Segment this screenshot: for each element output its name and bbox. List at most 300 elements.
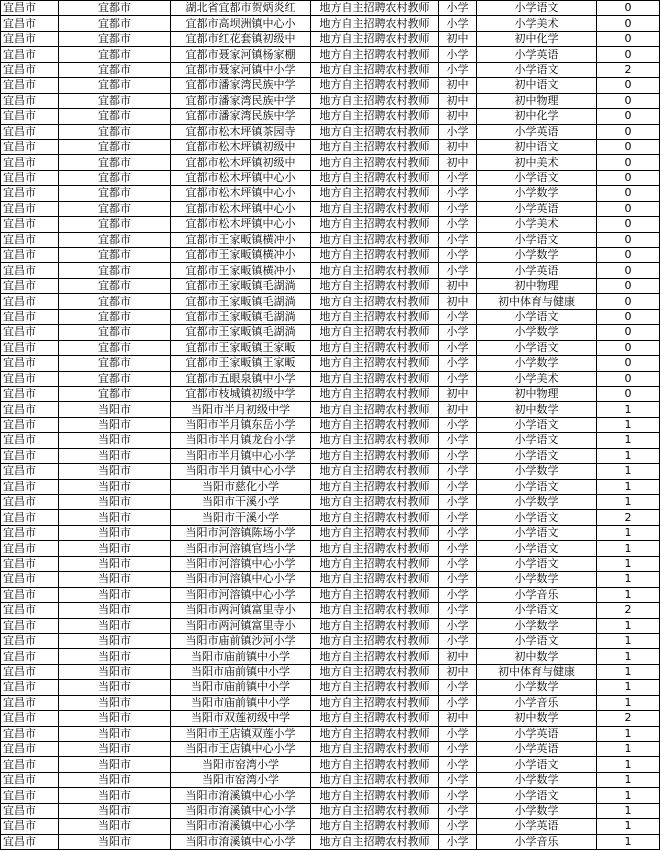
school-cell: 当阳市双莲初级中学 bbox=[171, 711, 311, 726]
city-cell: 宜昌市 bbox=[1, 47, 59, 62]
county-cell: 当阳市 bbox=[59, 726, 171, 741]
post-type-cell: 地方自主招聘农村教师 bbox=[311, 16, 439, 31]
count-cell: 1 bbox=[597, 587, 660, 602]
table-row bbox=[1, 819, 660, 834]
level-cell: 小学 bbox=[439, 217, 477, 232]
table-row bbox=[1, 109, 660, 124]
count-cell: 1 bbox=[597, 757, 660, 772]
subject-cell: 小学数学 bbox=[477, 186, 597, 201]
school-cell: 宜都市王家畈镇毛湖淌 bbox=[171, 278, 311, 293]
subject-cell: 小学数学 bbox=[477, 572, 597, 587]
table-row bbox=[1, 587, 660, 602]
level-cell: 小学 bbox=[439, 464, 477, 479]
level-cell: 初中 bbox=[439, 139, 477, 154]
subject-cell: 小学语文 bbox=[477, 309, 597, 324]
school-cell: 宜都市聂家河镇中小学 bbox=[171, 62, 311, 77]
city-cell: 宜昌市 bbox=[1, 62, 59, 77]
school-cell: 当阳市淯溪镇中心小学 bbox=[171, 788, 311, 803]
level-cell: 小学 bbox=[439, 263, 477, 278]
city-cell: 宜昌市 bbox=[1, 201, 59, 216]
post-type-cell: 地方自主招聘农村教师 bbox=[311, 803, 439, 818]
table-row bbox=[1, 742, 660, 757]
post-type-cell: 地方自主招聘农村教师 bbox=[311, 479, 439, 494]
county-cell: 宜都市 bbox=[59, 155, 171, 170]
county-cell: 当阳市 bbox=[59, 618, 171, 633]
level-cell: 小学 bbox=[439, 371, 477, 386]
count-cell: 0 bbox=[597, 1, 660, 16]
post-type-cell: 地方自主招聘农村教师 bbox=[311, 711, 439, 726]
city-cell: 宜昌市 bbox=[1, 603, 59, 618]
post-type-cell: 地方自主招聘农村教师 bbox=[311, 340, 439, 355]
county-cell: 宜都市 bbox=[59, 217, 171, 232]
subject-cell: 小学数学 bbox=[477, 356, 597, 371]
level-cell: 小学 bbox=[439, 340, 477, 355]
city-cell: 宜昌市 bbox=[1, 109, 59, 124]
post-type-cell: 地方自主招聘农村教师 bbox=[311, 649, 439, 664]
table-row bbox=[1, 16, 660, 31]
table-row bbox=[1, 325, 660, 340]
post-type-cell: 地方自主招聘农村教师 bbox=[311, 294, 439, 309]
table-row bbox=[1, 155, 660, 170]
table-row bbox=[1, 834, 660, 849]
school-cell: 宜都市松木坪镇初级中 bbox=[171, 155, 311, 170]
county-cell: 当阳市 bbox=[59, 479, 171, 494]
subject-cell: 小学语文 bbox=[477, 541, 597, 556]
count-cell: 1 bbox=[597, 541, 660, 556]
county-cell: 当阳市 bbox=[59, 433, 171, 448]
school-cell: 当阳市半月镇龙台小学 bbox=[171, 433, 311, 448]
school-cell: 宜都市聂家河镇杨家棚 bbox=[171, 47, 311, 62]
post-type-cell: 地方自主招聘农村教师 bbox=[311, 464, 439, 479]
level-cell: 初中 bbox=[439, 93, 477, 108]
post-type-cell: 地方自主招聘农村教师 bbox=[311, 47, 439, 62]
school-cell: 当阳市窑湾小学 bbox=[171, 772, 311, 787]
subject-cell: 小学语文 bbox=[477, 1, 597, 16]
post-type-cell: 地方自主招聘农村教师 bbox=[311, 510, 439, 525]
subject-cell: 小学音乐 bbox=[477, 695, 597, 710]
city-cell: 宜昌市 bbox=[1, 742, 59, 757]
school-cell: 当阳市河溶镇中心小学 bbox=[171, 587, 311, 602]
city-cell: 宜昌市 bbox=[1, 649, 59, 664]
city-cell: 宜昌市 bbox=[1, 788, 59, 803]
county-cell: 宜都市 bbox=[59, 170, 171, 185]
post-type-cell: 地方自主招聘农村教师 bbox=[311, 772, 439, 787]
school-cell: 宜都市潘家湾民族中学 bbox=[171, 93, 311, 108]
post-type-cell: 地方自主招聘农村教师 bbox=[311, 78, 439, 93]
count-cell: 0 bbox=[597, 109, 660, 124]
level-cell: 初中 bbox=[439, 109, 477, 124]
subject-cell: 小学语文 bbox=[477, 788, 597, 803]
school-cell: 宜都市红花套镇初级中 bbox=[171, 31, 311, 46]
post-type-cell: 地方自主招聘农村教师 bbox=[311, 62, 439, 77]
subject-cell: 小学语文 bbox=[477, 417, 597, 432]
city-cell: 宜昌市 bbox=[1, 680, 59, 695]
city-cell: 宜昌市 bbox=[1, 525, 59, 540]
city-cell: 宜昌市 bbox=[1, 541, 59, 556]
county-cell: 宜都市 bbox=[59, 31, 171, 46]
table-row bbox=[1, 572, 660, 587]
count-cell: 0 bbox=[597, 217, 660, 232]
school-cell: 宜都市王家畈镇毛湖淌 bbox=[171, 294, 311, 309]
city-cell: 宜昌市 bbox=[1, 340, 59, 355]
post-type-cell: 地方自主招聘农村教师 bbox=[311, 757, 439, 772]
table-row bbox=[1, 479, 660, 494]
school-cell: 宜都市松木坪镇中心小 bbox=[171, 201, 311, 216]
city-cell: 宜昌市 bbox=[1, 479, 59, 494]
school-cell: 宜都市潘家湾民族中学 bbox=[171, 78, 311, 93]
county-cell: 宜都市 bbox=[59, 232, 171, 247]
county-cell: 宜都市 bbox=[59, 340, 171, 355]
post-type-cell: 地方自主招聘农村教师 bbox=[311, 680, 439, 695]
count-cell: 0 bbox=[597, 139, 660, 154]
table-row bbox=[1, 263, 660, 278]
level-cell: 小学 bbox=[439, 16, 477, 31]
level-cell: 小学 bbox=[439, 525, 477, 540]
city-cell: 宜昌市 bbox=[1, 248, 59, 263]
subject-cell: 初中物理 bbox=[477, 386, 597, 401]
table-row bbox=[1, 356, 660, 371]
subject-cell: 小学数学 bbox=[477, 325, 597, 340]
count-cell: 1 bbox=[597, 664, 660, 679]
city-cell: 宜昌市 bbox=[1, 417, 59, 432]
county-cell: 宜都市 bbox=[59, 263, 171, 278]
school-cell: 宜都市松木坪镇中心小 bbox=[171, 217, 311, 232]
table-row bbox=[1, 78, 660, 93]
city-cell: 宜昌市 bbox=[1, 186, 59, 201]
level-cell: 小学 bbox=[439, 834, 477, 849]
school-cell: 当阳市半月初级中学 bbox=[171, 402, 311, 417]
city-cell: 宜昌市 bbox=[1, 386, 59, 401]
post-type-cell: 地方自主招聘农村教师 bbox=[311, 618, 439, 633]
table-row bbox=[1, 510, 660, 525]
table-row bbox=[1, 170, 660, 185]
subject-cell: 小学英语 bbox=[477, 819, 597, 834]
count-cell: 2 bbox=[597, 711, 660, 726]
post-type-cell: 地方自主招聘农村教师 bbox=[311, 356, 439, 371]
county-cell: 宜都市 bbox=[59, 47, 171, 62]
level-cell: 小学 bbox=[439, 587, 477, 602]
school-cell: 当阳市两河镇富里寺小 bbox=[171, 618, 311, 633]
table-row bbox=[1, 31, 660, 46]
city-cell: 宜昌市 bbox=[1, 772, 59, 787]
count-cell: 1 bbox=[597, 479, 660, 494]
city-cell: 宜昌市 bbox=[1, 309, 59, 324]
subject-cell: 小学音乐 bbox=[477, 587, 597, 602]
count-cell: 1 bbox=[597, 803, 660, 818]
count-cell: 1 bbox=[597, 649, 660, 664]
count-cell: 0 bbox=[597, 325, 660, 340]
subject-cell: 小学美术 bbox=[477, 371, 597, 386]
subject-cell: 小学数学 bbox=[477, 464, 597, 479]
school-cell: 当阳市慈化小学 bbox=[171, 479, 311, 494]
table-row bbox=[1, 495, 660, 510]
subject-cell: 小学美术 bbox=[477, 16, 597, 31]
level-cell: 初中 bbox=[439, 78, 477, 93]
school-cell: 宜都市潘家湾民族中学 bbox=[171, 109, 311, 124]
city-cell: 宜昌市 bbox=[1, 16, 59, 31]
city-cell: 宜昌市 bbox=[1, 757, 59, 772]
county-cell: 当阳市 bbox=[59, 664, 171, 679]
county-cell: 当阳市 bbox=[59, 633, 171, 648]
table-row bbox=[1, 62, 660, 77]
count-cell: 0 bbox=[597, 232, 660, 247]
count-cell: 0 bbox=[597, 386, 660, 401]
level-cell: 小学 bbox=[439, 248, 477, 263]
subject-cell: 小学语文 bbox=[477, 510, 597, 525]
count-cell: 0 bbox=[597, 155, 660, 170]
level-cell: 小学 bbox=[439, 47, 477, 62]
subject-cell: 小学语文 bbox=[477, 556, 597, 571]
subject-cell: 小学语文 bbox=[477, 633, 597, 648]
post-type-cell: 地方自主招聘农村教师 bbox=[311, 742, 439, 757]
school-cell: 当阳市庙前镇中小学 bbox=[171, 695, 311, 710]
level-cell: 小学 bbox=[439, 695, 477, 710]
city-cell: 宜昌市 bbox=[1, 31, 59, 46]
county-cell: 当阳市 bbox=[59, 510, 171, 525]
table-row bbox=[1, 232, 660, 247]
table-row bbox=[1, 1, 660, 16]
table-row bbox=[1, 695, 660, 710]
county-cell: 宜都市 bbox=[59, 16, 171, 31]
level-cell: 初中 bbox=[439, 155, 477, 170]
post-type-cell: 地方自主招聘农村教师 bbox=[311, 541, 439, 556]
table-row bbox=[1, 711, 660, 726]
subject-cell: 小学英语 bbox=[477, 47, 597, 62]
post-type-cell: 地方自主招聘农村教师 bbox=[311, 633, 439, 648]
count-cell: 1 bbox=[597, 633, 660, 648]
county-cell: 当阳市 bbox=[59, 417, 171, 432]
post-type-cell: 地方自主招聘农村教师 bbox=[311, 155, 439, 170]
count-cell: 1 bbox=[597, 772, 660, 787]
post-type-cell: 地方自主招聘农村教师 bbox=[311, 572, 439, 587]
level-cell: 小学 bbox=[439, 495, 477, 510]
subject-cell: 小学语文 bbox=[477, 433, 597, 448]
county-cell: 当阳市 bbox=[59, 603, 171, 618]
post-type-cell: 地方自主招聘农村教师 bbox=[311, 664, 439, 679]
city-cell: 宜昌市 bbox=[1, 711, 59, 726]
county-cell: 宜都市 bbox=[59, 62, 171, 77]
county-cell: 当阳市 bbox=[59, 649, 171, 664]
count-cell: 1 bbox=[597, 495, 660, 510]
count-cell: 1 bbox=[597, 433, 660, 448]
city-cell: 宜昌市 bbox=[1, 587, 59, 602]
count-cell: 0 bbox=[597, 263, 660, 278]
table-row bbox=[1, 556, 660, 571]
table-row bbox=[1, 294, 660, 309]
count-cell: 0 bbox=[597, 248, 660, 263]
subject-cell: 小学语文 bbox=[477, 479, 597, 494]
county-cell: 宜都市 bbox=[59, 371, 171, 386]
subject-cell: 小学语文 bbox=[477, 340, 597, 355]
subject-cell: 小学英语 bbox=[477, 124, 597, 139]
table-row bbox=[1, 309, 660, 324]
post-type-cell: 地方自主招聘农村教师 bbox=[311, 819, 439, 834]
post-type-cell: 地方自主招聘农村教师 bbox=[311, 309, 439, 324]
table-row bbox=[1, 448, 660, 463]
level-cell: 小学 bbox=[439, 556, 477, 571]
post-type-cell: 地方自主招聘农村教师 bbox=[311, 1, 439, 16]
count-cell: 0 bbox=[597, 356, 660, 371]
post-type-cell: 地方自主招聘农村教师 bbox=[311, 525, 439, 540]
post-type-cell: 地方自主招聘农村教师 bbox=[311, 587, 439, 602]
school-cell: 当阳市河溶镇中心小学 bbox=[171, 572, 311, 587]
county-cell: 宜都市 bbox=[59, 386, 171, 401]
school-cell: 当阳市淯溪镇中心小学 bbox=[171, 803, 311, 818]
level-cell: 初中 bbox=[439, 386, 477, 401]
school-cell: 当阳市半月镇中心小学 bbox=[171, 448, 311, 463]
post-type-cell: 地方自主招聘农村教师 bbox=[311, 495, 439, 510]
level-cell: 小学 bbox=[439, 124, 477, 139]
subject-cell: 小学语文 bbox=[477, 448, 597, 463]
school-cell: 当阳市淯溪镇中心小学 bbox=[171, 834, 311, 849]
level-cell: 小学 bbox=[439, 510, 477, 525]
subject-cell: 小学英语 bbox=[477, 201, 597, 216]
subject-cell: 小学英语 bbox=[477, 263, 597, 278]
school-cell: 宜都市王家畈镇横冲小 bbox=[171, 248, 311, 263]
school-cell: 当阳市河溶镇陈场小学 bbox=[171, 525, 311, 540]
school-cell: 宜都市五眼泉镇中小学 bbox=[171, 371, 311, 386]
city-cell: 宜昌市 bbox=[1, 139, 59, 154]
count-cell: 1 bbox=[597, 618, 660, 633]
post-type-cell: 地方自主招聘农村教师 bbox=[311, 325, 439, 340]
count-cell: 0 bbox=[597, 340, 660, 355]
city-cell: 宜昌市 bbox=[1, 93, 59, 108]
subject-cell: 小学语文 bbox=[477, 757, 597, 772]
school-cell: 湖北省宜都市贺炳炎红 bbox=[171, 1, 311, 16]
table-row bbox=[1, 124, 660, 139]
post-type-cell: 地方自主招聘农村教师 bbox=[311, 139, 439, 154]
subject-cell: 初中体育与健康 bbox=[477, 664, 597, 679]
county-cell: 当阳市 bbox=[59, 448, 171, 463]
level-cell: 小学 bbox=[439, 541, 477, 556]
table-row bbox=[1, 371, 660, 386]
subject-cell: 小学数学 bbox=[477, 772, 597, 787]
post-type-cell: 地方自主招聘农村教师 bbox=[311, 788, 439, 803]
city-cell: 宜昌市 bbox=[1, 572, 59, 587]
table-row bbox=[1, 664, 660, 679]
city-cell: 宜昌市 bbox=[1, 633, 59, 648]
table-row bbox=[1, 186, 660, 201]
county-cell: 宜都市 bbox=[59, 186, 171, 201]
county-cell: 当阳市 bbox=[59, 541, 171, 556]
subject-cell: 初中数学 bbox=[477, 649, 597, 664]
county-cell: 当阳市 bbox=[59, 402, 171, 417]
count-cell: 1 bbox=[597, 464, 660, 479]
count-cell: 0 bbox=[597, 31, 660, 46]
city-cell: 宜昌市 bbox=[1, 155, 59, 170]
level-cell: 小学 bbox=[439, 680, 477, 695]
count-cell: 1 bbox=[597, 402, 660, 417]
city-cell: 宜昌市 bbox=[1, 803, 59, 818]
city-cell: 宜昌市 bbox=[1, 495, 59, 510]
count-cell: 1 bbox=[597, 726, 660, 741]
table-row bbox=[1, 417, 660, 432]
post-type-cell: 地方自主招聘农村教师 bbox=[311, 124, 439, 139]
table-row bbox=[1, 788, 660, 803]
table-row bbox=[1, 803, 660, 818]
level-cell: 小学 bbox=[439, 232, 477, 247]
level-cell: 小学 bbox=[439, 433, 477, 448]
count-cell: 0 bbox=[597, 93, 660, 108]
level-cell: 小学 bbox=[439, 603, 477, 618]
level-cell: 小学 bbox=[439, 772, 477, 787]
count-cell: 2 bbox=[597, 603, 660, 618]
school-cell: 当阳市半月镇东岳小学 bbox=[171, 417, 311, 432]
table-row bbox=[1, 201, 660, 216]
level-cell: 初中 bbox=[439, 31, 477, 46]
county-cell: 当阳市 bbox=[59, 587, 171, 602]
post-type-cell: 地方自主招聘农村教师 bbox=[311, 186, 439, 201]
county-cell: 当阳市 bbox=[59, 772, 171, 787]
city-cell: 宜昌市 bbox=[1, 664, 59, 679]
school-cell: 当阳市王店镇双莲小学 bbox=[171, 726, 311, 741]
city-cell: 宜昌市 bbox=[1, 294, 59, 309]
level-cell: 小学 bbox=[439, 726, 477, 741]
subject-cell: 初中物理 bbox=[477, 278, 597, 293]
post-type-cell: 地方自主招聘农村教师 bbox=[311, 371, 439, 386]
city-cell: 宜昌市 bbox=[1, 170, 59, 185]
subject-cell: 初中化学 bbox=[477, 109, 597, 124]
subject-cell: 小学英语 bbox=[477, 726, 597, 741]
school-cell: 当阳市干溪小学 bbox=[171, 510, 311, 525]
level-cell: 小学 bbox=[439, 1, 477, 16]
count-cell: 1 bbox=[597, 572, 660, 587]
school-cell: 当阳市庙前镇中小学 bbox=[171, 649, 311, 664]
level-cell: 初中 bbox=[439, 711, 477, 726]
table-row bbox=[1, 340, 660, 355]
level-cell: 初中 bbox=[439, 278, 477, 293]
count-cell: 0 bbox=[597, 309, 660, 324]
subject-cell: 初中体育与健康 bbox=[477, 294, 597, 309]
level-cell: 小学 bbox=[439, 201, 477, 216]
city-cell: 宜昌市 bbox=[1, 278, 59, 293]
count-cell: 1 bbox=[597, 448, 660, 463]
subject-cell: 小学数学 bbox=[477, 495, 597, 510]
subject-cell: 初中化学 bbox=[477, 31, 597, 46]
post-type-cell: 地方自主招聘农村教师 bbox=[311, 556, 439, 571]
school-cell: 宜都市枝城镇初级中学 bbox=[171, 386, 311, 401]
post-type-cell: 地方自主招聘农村教师 bbox=[311, 695, 439, 710]
subject-cell: 小学数学 bbox=[477, 680, 597, 695]
count-cell: 1 bbox=[597, 742, 660, 757]
count-cell: 0 bbox=[597, 186, 660, 201]
school-cell: 宜都市王家畈镇横冲小 bbox=[171, 263, 311, 278]
count-cell: 0 bbox=[597, 278, 660, 293]
table-row bbox=[1, 248, 660, 263]
city-cell: 宜昌市 bbox=[1, 618, 59, 633]
subject-cell: 小学数学 bbox=[477, 803, 597, 818]
school-cell: 宜都市王家畈镇王家畈 bbox=[171, 340, 311, 355]
table-row bbox=[1, 680, 660, 695]
level-cell: 小学 bbox=[439, 819, 477, 834]
count-cell: 1 bbox=[597, 819, 660, 834]
level-cell: 小学 bbox=[439, 186, 477, 201]
table-row bbox=[1, 217, 660, 232]
school-cell: 宜都市王家畈镇横冲小 bbox=[171, 232, 311, 247]
school-cell: 宜都市松木坪镇中心小 bbox=[171, 170, 311, 185]
level-cell: 小学 bbox=[439, 417, 477, 432]
table-row bbox=[1, 603, 660, 618]
subject-cell: 小学语文 bbox=[477, 525, 597, 540]
county-cell: 当阳市 bbox=[59, 819, 171, 834]
table-row bbox=[1, 541, 660, 556]
school-cell: 当阳市河溶镇中心小学 bbox=[171, 556, 311, 571]
school-cell: 当阳市干溪小学 bbox=[171, 495, 311, 510]
county-cell: 当阳市 bbox=[59, 495, 171, 510]
level-cell: 小学 bbox=[439, 788, 477, 803]
post-type-cell: 地方自主招聘农村教师 bbox=[311, 232, 439, 247]
table-body bbox=[1, 1, 660, 850]
